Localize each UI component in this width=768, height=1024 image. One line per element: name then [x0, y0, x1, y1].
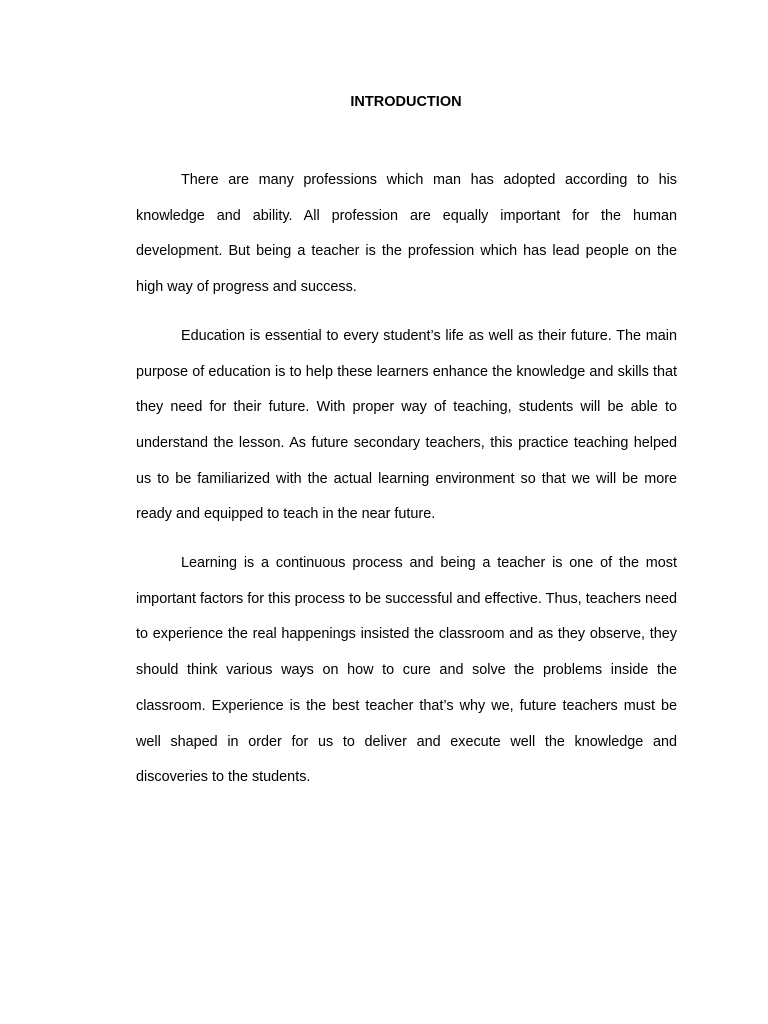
page-title: INTRODUCTION: [350, 94, 462, 110]
paragraph-1: There are many professions which man has adopted according to his knowledge and ability. All profession are equally important for the human development. But being a teacher is the profession which has lead people on the high way of progress and success.: [136, 172, 677, 296]
document-body: [136, 163, 677, 809]
paragraph-2: Education is essential to every student’s life as well as their future. The main purpose of education is to help these learners enhance the knowledge and skills that they need for their future. With proper way of teaching, students will be able to understand the lesson. As future secondary teachers, this practice teaching helped us to be familiarized with the actual learning environment so that we will be more ready and equipped to teach in the near future.: [136, 327, 677, 523]
paragraph-3: Learning is a continuous process and being a teacher is one of the most important factors for this process to be successful and effective. Thus, teachers need to experience the real happenings insisted the classroom and as they observe, they should think various ways on how to cure and solve the problems inside the classroom. Experience is the best teacher that’s why we, future teachers must be well shaped in order for us to deliver and execute well the knowledge and discoveries to the students.: [136, 555, 677, 786]
